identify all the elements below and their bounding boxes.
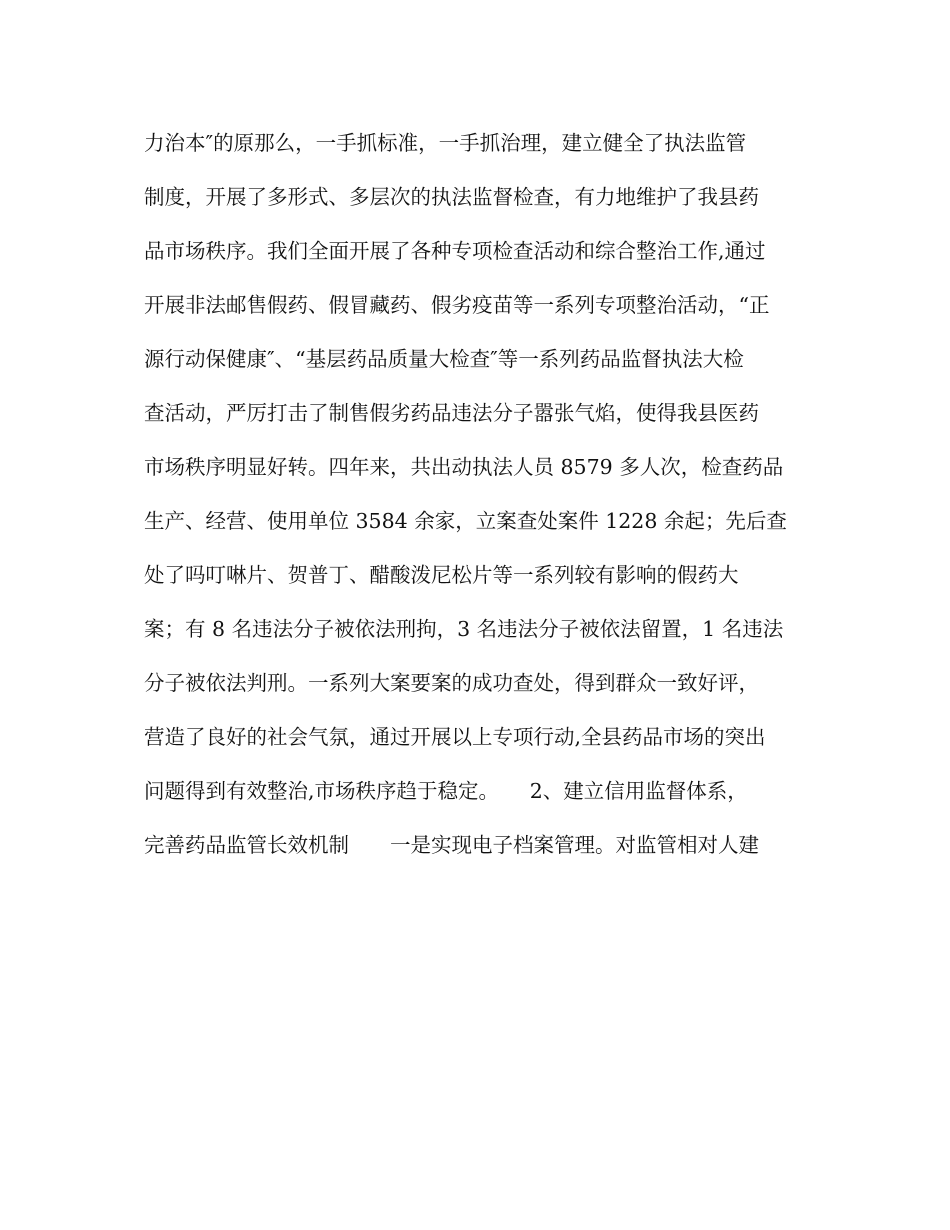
text-line-14: 完善药品监管长效机制 一是实现电子档案管理。对监管相对人建 [144, 833, 759, 857]
text-line-13: 问题得到有效整治,市场秩序趋于稳定。 2、建立信用监督体系， [144, 779, 748, 803]
text-line-9: 处了吗叮啉片、贺普丁、醋酸泼尼松片等一系列较有影响的假药大 [144, 563, 739, 587]
text-line-8: 生产、经营、使用单位 3584 余家，立案查处案件 1228 余起；先后查 [144, 509, 787, 533]
text-line-4: 开展非法邮售假药、假冒藏药、假劣疫苗等一系列专项整治活动，“正 [144, 293, 770, 317]
text-line-7: 市场秩序明显好转。四年来，共出动执法人员 8579 多人次，检查药品 [144, 455, 784, 479]
text-line-10: 案；有 8 名违法分子被依法刑拘，3 名违法分子被依法留置，1 名违法 [144, 617, 784, 641]
text-line-11: 分子被依法判刑。一系列大案要案的成功查处，得到群众一致好评， [144, 671, 759, 695]
text-line-12: 营造了良好的社会气氛，通过开展以上专项行动,全县药品市场的突出 [144, 725, 766, 749]
text-line-2: 制度，开展了多形式、多层次的执法监督检查，有力地维护了我县药 [144, 185, 759, 209]
text-line-1: 力治本″的原那么，一手抓标准，一手抓治理，建立健全了执法监管 [144, 131, 747, 155]
text-line-6: 查活动，严厉打击了制售假劣药品违法分子嚣张气焰，使得我县医药 [144, 401, 759, 425]
text-line-3: 品市场秩序。我们全面开展了各种专项检查活动和综合整治工作,通过 [144, 239, 766, 263]
text-line-5: 源行动保健康″、“基层药品质量大检查″等一系列药品监督执法大检 [144, 347, 744, 371]
body-text [144, 124, 814, 880]
